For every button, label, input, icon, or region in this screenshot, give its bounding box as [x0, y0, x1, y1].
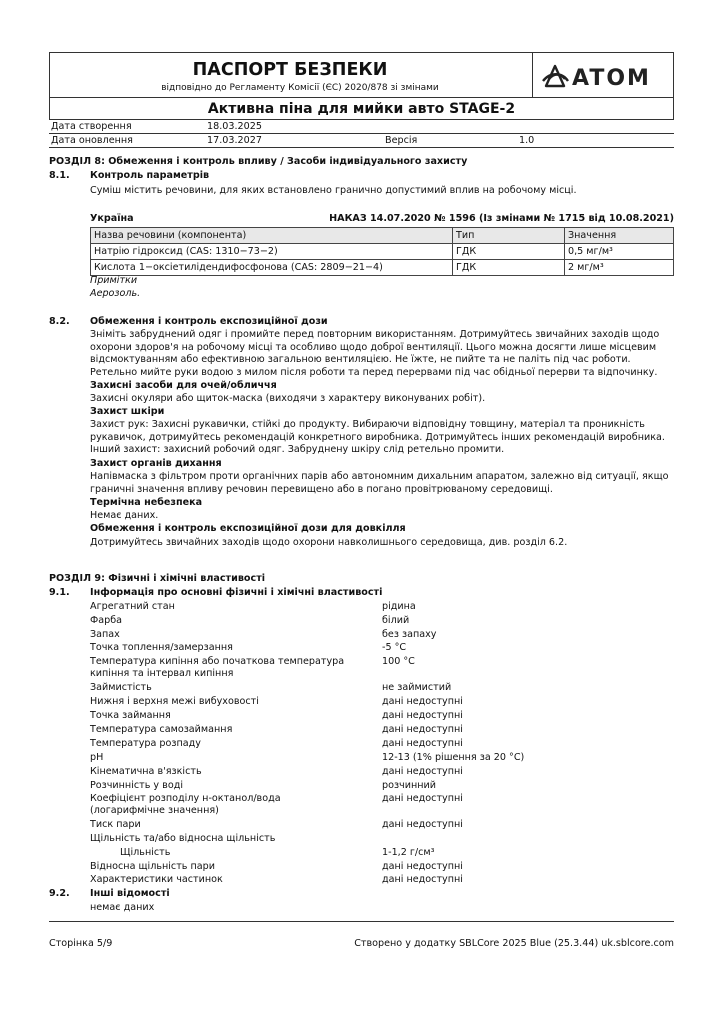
page-title: ПАСПОРТ БЕЗПЕКИ: [192, 60, 388, 80]
section-8-1-text: Суміш містить речовини, для яких встановлено гранично допустимий вплив на робочому місці.: [90, 185, 577, 196]
section-8-2-number: 8.2.: [49, 316, 70, 327]
section-8-title: РОЗДІЛ 8: Обмеження і контроль впливу / Засоби індивідуального захисту: [49, 156, 468, 167]
section-8-1-title: Контроль параметрів: [90, 170, 210, 181]
footer-divider: [49, 921, 674, 922]
updated-date-row: Дата оновлення 17.03.2027 Версія 1.0: [49, 134, 674, 148]
section-9-2-title: Інші відомості: [90, 888, 170, 899]
skin-protection-title: Захист шкіри: [90, 406, 165, 417]
respiratory-protection-text: Напівмаска з фільтром проти органічних парів або автономним дихальним апаратом, залежно від ситуації, якщо граничні значення впливу речовин перевищено або в погано провітрюваному середовищі.: [90, 471, 669, 495]
section-9-title: РОЗДІЛ 9: Фізичні і хімічні властивості: [49, 573, 266, 584]
environment-control-title: Обмеження і контроль експозиційної дози для довкілля: [90, 523, 406, 534]
section-9-1-title: Інформація про основні фізичні і хімічні властивості: [90, 587, 383, 598]
column-header: Назва речовини (компонента): [91, 228, 453, 244]
section-8-1-number: 8.1.: [49, 170, 70, 181]
column-header: Тип: [453, 228, 565, 244]
respiratory-protection-title: Захист органів дихання: [90, 458, 222, 469]
product-name: Активна піна для мийки авто STAGE-2: [207, 101, 516, 117]
country-label: Україна: [90, 213, 134, 224]
svg-text:ATOM: ATOM: [572, 66, 651, 91]
table-row: Натрію гідроксид (CAS: 1310−73−2) ГДК 0,5 мг/м³: [91, 244, 674, 260]
section-9-2-text: немає даних: [90, 902, 155, 913]
eyes-protection-text: Захисні окуляри або щиток-маска (виходячи з характеру виконуваних робіт).: [90, 393, 486, 404]
environment-control-text: Дотримуйтесь звичайних заходів щодо охорони навколишнього середовища, див. розділ 6.2.: [90, 537, 568, 548]
column-header: Значення: [565, 228, 674, 244]
eyes-protection-title: Захисні засоби для очей/обличчя: [90, 380, 277, 391]
thermal-hazard-title: Термічна небезпека: [90, 497, 203, 508]
section-8-2-text: Зніміть забруднений одяг і промийте перед повторним використанням. Дотримуйтесь звичайних заходів щодо охорони здоров'я на робочому місці та особливо щодо доброї вентиляції. Цього можна досягти лише місцевим відсмоктуванням або ефективною загальною вентиляцією. Не їжте, не пийте та не паліть під час роботи. Ретельно мийте руки водою з милом після роботи та перед перервами під час обідньої перерви та відпочинку.: [90, 329, 660, 378]
table-header-row: [91, 228, 674, 244]
skin-protection-text: Захист рук: Захисні рукавички, стійкі до продукту. Вибираючи відповідну товщину, матеріал та проникність рукавичок, дотримуйтесь рекомендацій конкретного виробника. Дотримуйтесь інших рекомендацій виробника. Інший захист: захисний робочий одяг. Забруднену шкіру слід ретельно промити.: [90, 419, 665, 456]
regulation-subtitle: відповідно до Регламенту Комісії (ЄС) 2020/878 зі змінами: [161, 83, 439, 93]
thermal-hazard-text: Немає даних.: [90, 510, 159, 521]
exposure-limits-table: [90, 227, 674, 276]
generator-note: Створено у додатку SBLCore 2025 Blue (25.3.44) uk.sblcore.com: [354, 938, 674, 949]
notes-label: Примітки: [90, 275, 138, 286]
order-reference: НАКАЗ 14.07.2020 № 1596 (Із змінами № 1715 від 10.08.2021): [329, 213, 674, 224]
section-9-1-number: 9.1.: [49, 587, 70, 598]
document-header: [49, 52, 674, 120]
table-row: Кислота 1−оксіетилідендифосфонова (CAS: 2809−21−4) ГДК 2 мг/м³: [91, 260, 674, 276]
section-8-2-title: Обмеження і контроль експозиційної дози: [90, 316, 328, 327]
atom-logo: [540, 59, 670, 91]
section-9-2-number: 9.2.: [49, 888, 70, 899]
notes-text: Аерозоль.: [90, 288, 141, 299]
created-date-row: Дата створення 18.03.2025: [49, 120, 674, 134]
page-number: Сторінка 5/9: [49, 938, 113, 949]
